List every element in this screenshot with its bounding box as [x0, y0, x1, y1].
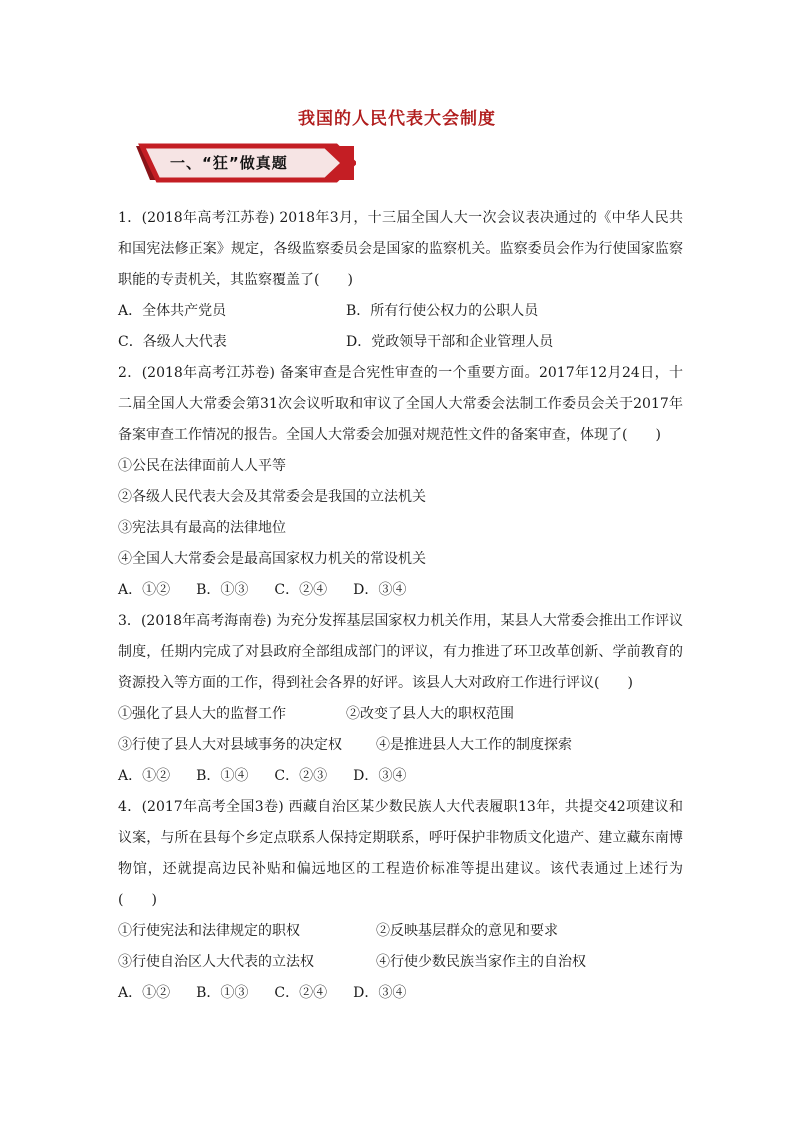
choice-a[interactable]: A．①②: [118, 985, 171, 1001]
statement-3: ③宪法具有最高的法律地位: [118, 520, 286, 536]
question-2: [118, 358, 683, 606]
statement-2: ②反映基层群众的意见和要求: [376, 923, 558, 939]
statement-3: ③行使了县人大对县域事务的决定权: [118, 737, 342, 753]
choices-row: [118, 575, 683, 606]
statement-1: ①公民在法律面前人人平等: [118, 458, 286, 474]
options-row: [118, 327, 683, 358]
statements-row: [118, 730, 683, 761]
question-stem: 3．(2018年高考海南卷) 为充分发挥基层国家权力机关作用，某县人大常委会推出工作评议制度，任期内完成了对县政府全部组成部门的评议，有力推进了环卫改革创新、学前教育的资源投入等方面的工作，得到社会各界的好评。该县人大对政府工作进行评议( ): [118, 613, 683, 691]
choice-d[interactable]: D．③④: [353, 768, 407, 784]
page-title: 我国的人民代表大会制度: [298, 109, 496, 129]
choice-d[interactable]: D．③④: [353, 582, 407, 598]
statement-3: ③行使自治区人大代表的立法权: [118, 954, 314, 970]
question-stem: 2．(2018年高考江苏卷) 备案审查是合宪性审查的一个重要方面。2017年12月24日，十二届全国人大常委会第31次会议听取和审议了全国人大常委会法制工作委员会关于2017年备案审查工作情况的报告。全国人大常委会加强对规范性文件的备案审查，体现了( ): [118, 365, 683, 443]
choice-c[interactable]: C．②④: [274, 985, 328, 1001]
statement-4: ④是推进县人大工作的制度探索: [376, 737, 572, 753]
statement-1: ①强化了县人大的监督工作: [118, 706, 286, 722]
option-b[interactable]: B．所有行使公权力的公职人员: [346, 303, 539, 319]
choice-c[interactable]: C．②③: [274, 768, 328, 784]
statement-2: ②改变了县人大的职权范围: [346, 706, 514, 722]
question-4: [118, 792, 683, 1009]
section-banner-label: 一、“狂”做真题: [170, 154, 288, 172]
statement-1: ①行使宪法和法律规定的职权: [118, 923, 300, 939]
choice-a[interactable]: A．①②: [118, 582, 171, 598]
statement-2: ②各级人民代表大会及其常委会是我国的立法机关: [118, 489, 426, 505]
choice-b[interactable]: B．①③: [196, 985, 249, 1001]
question-stem: 4．(2017年高考全国3卷) 西藏自治区某少数民族人大代表履职13年，共提交42项建议和议案，与所在县每个乡定点联系人保持定期联系，呼吁保护非物质文化遗产、建立藏东南博物馆，还就提高边民补贴和偏远地区的工程造价标准等提出建议。该代表通过上述行为( ): [118, 799, 683, 908]
option-a[interactable]: A．全体共产党员: [118, 303, 227, 319]
choice-d[interactable]: D．③④: [353, 985, 407, 1001]
choice-b[interactable]: B．①④: [196, 768, 249, 784]
choice-a[interactable]: A．①②: [118, 768, 171, 784]
question-3: [118, 606, 683, 792]
option-c[interactable]: C．各级人大代表: [118, 334, 227, 350]
statements-row: [118, 947, 683, 978]
statement-4: ④全国人大常委会是最高国家权力机关的常设机关: [118, 551, 426, 567]
choice-b[interactable]: B．①③: [196, 582, 249, 598]
choices-row: [118, 978, 683, 1009]
section-banner: [136, 142, 356, 184]
question-list: [118, 203, 683, 1009]
choice-c[interactable]: C．②④: [274, 582, 328, 598]
question-1: [118, 203, 683, 358]
option-d[interactable]: D．党政领导干部和企业管理人员: [346, 334, 554, 350]
question-stem: 1．(2018年高考江苏卷) 2018年3月，十三届全国人大一次会议表决通过的《中华人民共和国宪法修正案》规定，各级监察委员会是国家的监察机关。监察委员会作为行使国家监察职能的专责机关，其监察覆盖了( ): [118, 210, 683, 288]
choices-row: [118, 761, 683, 792]
options-row: [118, 296, 683, 327]
statements-row: [118, 916, 683, 947]
statement-4: ④行使少数民族当家作主的自治权: [376, 954, 586, 970]
statements-row: [118, 699, 683, 730]
